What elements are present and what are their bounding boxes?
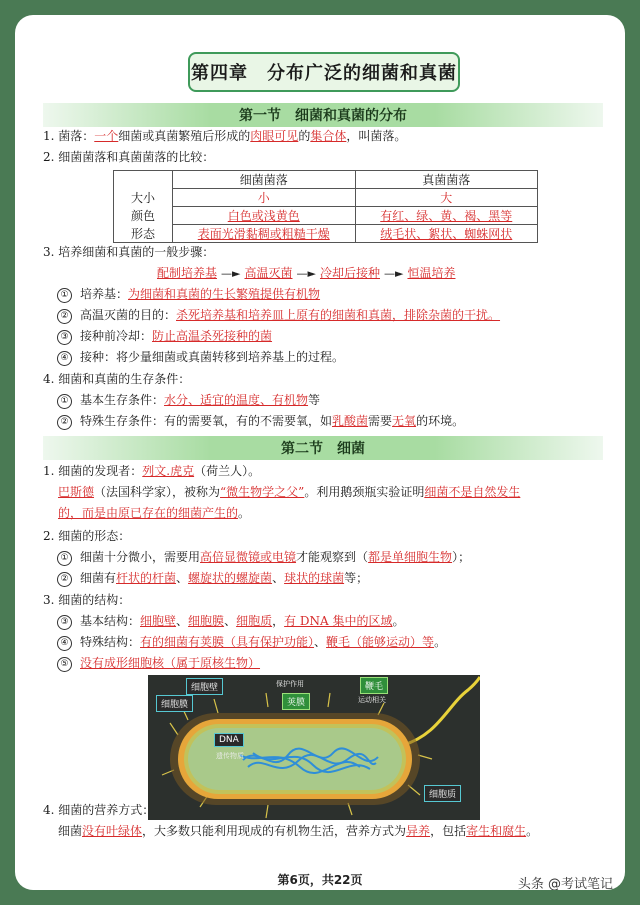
row-label: 大小 [114, 189, 173, 207]
structure-heading: 3. 细菌的结构： [43, 593, 131, 607]
arrow-right-icon: —► [296, 267, 316, 280]
list-item: ④ 接种：将少量细菌或真菌转移到培养基上的过程。 [57, 348, 344, 366]
cell-fungi: 大 [355, 189, 538, 207]
cell-bacteria: 表面光滑黏稠或粗糙干燥 [173, 225, 356, 243]
label-flagellum: 鞭毛 [360, 677, 388, 694]
list-item: ② 高温灭菌的目的：杀死培养基和培养皿上原有的细菌和真菌，排除杂菌的干扰。 [57, 306, 500, 324]
list-item: ⑤ 没有成形细胞核（属于原核生物） [57, 654, 260, 672]
step: 高温灭菌 [244, 266, 293, 280]
section-2-title: 第二节 细菌 [43, 436, 603, 460]
watermark: 头条 @考试笔记 [517, 877, 613, 890]
cell-bacteria: 小 [173, 189, 356, 207]
list-item: ① 培养基：为细菌和真菌的生长繁殖提供有机物 [57, 285, 320, 303]
nutrition-heading: 4. 细菌的营养方式： [43, 803, 155, 817]
q1-colony-definition: 1. 菌落：一个细菌或真菌繁殖后形成的肉眼可见的集合体，叫菌落。 [43, 129, 407, 143]
basic-conditions: ① 基本生存条件：水分、适宜的温度、有机物等 [57, 391, 320, 409]
page-sheet [15, 15, 625, 890]
q3-heading: 3. 培养细菌和真菌的一般步骤： [43, 245, 215, 259]
page-footer: 第6页，共22页 [277, 873, 363, 887]
arrow-right-icon: —► [221, 267, 241, 280]
list-item: ② 细菌有杆状的杆菌、螺旋状的螺旋菌、球状的球菌等； [57, 569, 368, 587]
row-label: 形态 [114, 225, 173, 243]
chapter-title: 第四章 分布广泛的细菌和真菌 [188, 52, 460, 92]
step: 配制培养基 [157, 266, 218, 280]
label-cell-wall: 细胞壁 [186, 678, 223, 695]
arrow-right-icon: —► [383, 267, 404, 280]
pasteur-line-2: 的，而是由原已存在的细菌产生的。 [58, 506, 251, 520]
bacterium-diagram [148, 675, 480, 820]
pasteur-line: 巴斯德（法国科学家），被称为“微生物学之父”。利用鹅颈瓶实验证明细菌不是自然发生 [58, 485, 521, 499]
label-capsule: 荚膜 [282, 693, 310, 710]
row-label: 颜色 [114, 207, 173, 225]
discoverer-line: 1. 细菌的发现者：列文.虎克（荷兰人）。 [43, 464, 261, 478]
label-motion: 运动相关 [358, 696, 386, 704]
table-header: 细菌菌落 [173, 171, 356, 189]
cell-fungi: 绒毛状、絮状、蜘蛛网状 [355, 225, 538, 243]
nutrition-line: 细菌没有叶绿体，大多数只能利用现成的有机物生活，营养方式为异养，包括寄生和腐生。 [58, 824, 539, 838]
section-1-title: 第一节 细菌和真菌的分布 [43, 103, 603, 127]
list-item: ③ 基本结构：细胞壁、细胞膜、细胞质，有 DNA 集中的区域。 [57, 612, 405, 630]
q4-heading: 4. 细菌和真菌的生存条件： [43, 372, 191, 386]
label-dna: DNA [214, 733, 244, 747]
step: 恒温培养 [407, 266, 456, 280]
table-header-row [114, 171, 538, 189]
label-genetic: 遗传物质 [216, 752, 244, 760]
table-row [114, 189, 538, 207]
label-cell-membrane: 细胞膜 [156, 695, 193, 712]
colony-comparison-table [113, 170, 538, 243]
label-cytoplasm: 细胞质 [424, 785, 461, 802]
list-item: ③ 接种前冷却：防止高温杀死接种的菌 [57, 327, 272, 345]
cell-bacteria: 白色或浅黄色 [173, 207, 356, 225]
list-item: ① 细菌十分微小，需要用高倍显微镜或电镜才能观察到（都是单细胞生物）； [57, 548, 470, 566]
label-protect: 保护作用 [276, 680, 304, 688]
culture-steps [157, 264, 455, 283]
table-row [114, 207, 538, 225]
q2-heading: 2. 细菌菌落和真菌菌落的比较： [43, 150, 215, 164]
step: 冷却后接种 [319, 266, 380, 280]
morphology-heading: 2. 细菌的形态： [43, 529, 131, 543]
cell-fungi: 有红、绿、黄、褐、黑等 [355, 207, 538, 225]
table-header: 真菌菌落 [355, 171, 538, 189]
list-item: ④ 特殊结构：有的细菌有荚膜（具有保护功能）、鞭毛（能够运动）等。 [57, 633, 446, 651]
table-row [114, 225, 538, 243]
special-conditions: ② 特殊生存条件：有的需要氧，有的不需要氧，如乳酸菌需要无氧的环境。 [57, 412, 464, 430]
